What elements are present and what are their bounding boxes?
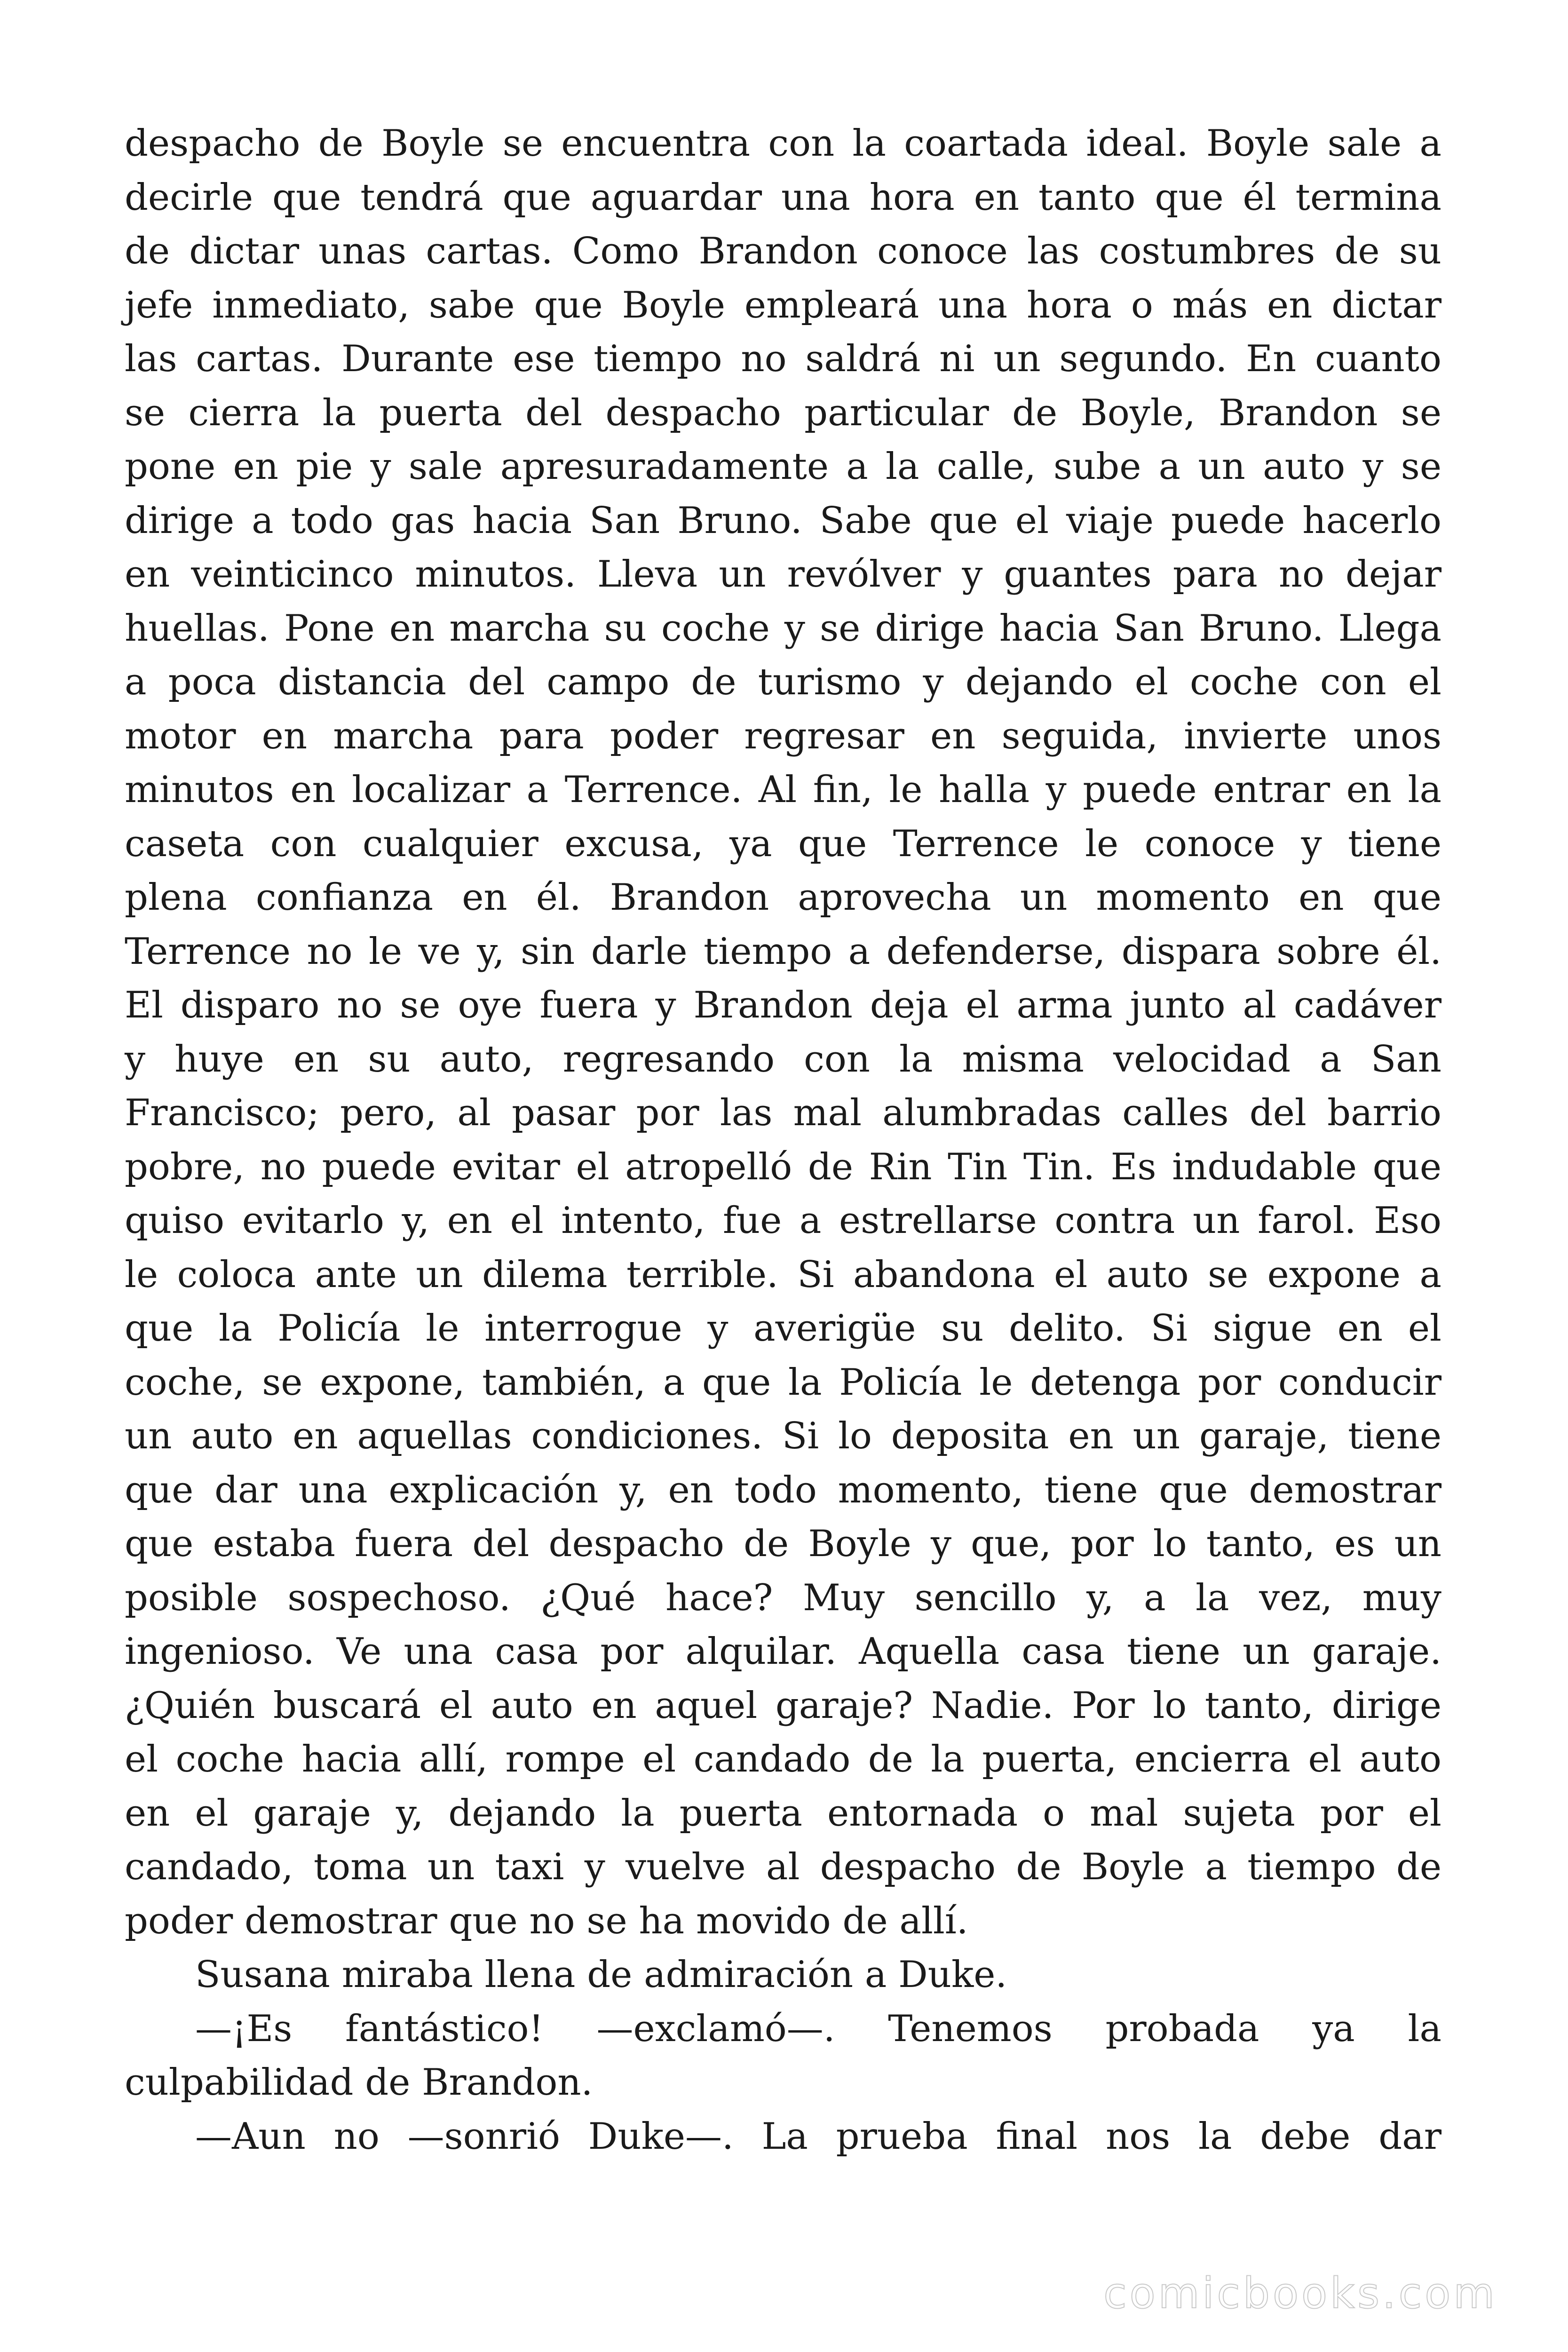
- text-line: que dar una explicación y, en todo momento, tiene que demostrar: [125, 1469, 1441, 1511]
- text-line: que estaba fuera del despacho de Boyle y que, por lo tanto, es un: [125, 1523, 1441, 1565]
- text-line: plena confianza en él. Brandon aprovecha un momento en que: [125, 876, 1441, 919]
- text-line: coche, se expone, también, a que la Policía le detenga por conducir: [125, 1361, 1441, 1404]
- text-line: El disparo no se oye fuera y Brandon deja el arma junto al cadáver: [125, 984, 1441, 1026]
- watermark-logo: comicbooks.com: [1103, 2269, 1497, 2318]
- text-line: Susana miraba llena de admiración a Duke.: [195, 1954, 1007, 1996]
- text-line: minutos en localizar a Terrence. Al fin, le halla y puede entrar en la: [125, 769, 1441, 811]
- text-line: le coloca ante un dilema terrible. Si abandona el auto se expone a: [125, 1253, 1441, 1296]
- text-line: pobre, no puede evitar el atropelló de Rin Tin Tin. Es indudable que: [125, 1145, 1441, 1188]
- text-line: se cierra la puerta del despacho particular de Boyle, Brandon se: [125, 391, 1441, 434]
- text-line: y huye en su auto, regresando con la misma velocidad a San: [125, 1038, 1441, 1081]
- text-line: —¡Es fantástico! —exclamó—. Tenemos probada ya la: [195, 2007, 1441, 2050]
- text-line: despacho de Boyle se encuentra con la coartada ideal. Boyle sale a: [125, 122, 1441, 165]
- text-line: motor en marcha para poder regresar en seguida, invierte unos: [125, 715, 1441, 757]
- text-line: Francisco; pero, al pasar por las mal alumbradas calles del barrio: [125, 1092, 1441, 1134]
- text-line: ¿Quién buscará el auto en aquel garaje? Nadie. Por lo tanto, dirige: [125, 1684, 1441, 1727]
- text-line: que la Policía le interrogue y averigüe su delito. Si sigue en el: [125, 1307, 1441, 1350]
- text-line: a poca distancia del campo de turismo y dejando el coche con el: [125, 661, 1441, 703]
- text-line: el coche hacia allí, rompe el candado de la puerta, encierra el auto: [125, 1738, 1441, 1780]
- page-body: [125, 117, 1441, 2163]
- text-line: un auto en aquellas condiciones. Si lo deposita en un garaje, tiene: [125, 1415, 1441, 1457]
- text-line: —Aun no —sonrió Duke—. La prueba final nos la debe dar: [195, 2115, 1441, 2158]
- text-line: las cartas. Durante ese tiempo no saldrá ni un segundo. En cuanto: [125, 338, 1441, 380]
- text-line: Terrence no le ve y, sin darle tiempo a defenderse, dispara sobre él.: [125, 930, 1441, 973]
- text-line: decirle que tendrá que aguardar una hora en tanto que él termina: [125, 176, 1441, 219]
- text-line: culpabilidad de Brandon.: [125, 2061, 593, 2104]
- text-line: poder demostrar que no se ha movido de allí.: [125, 1899, 968, 1942]
- text-line: en veinticinco minutos. Lleva un revólver y guantes para no dejar: [125, 553, 1441, 596]
- text-line: posible sospechoso. ¿Qué hace? Muy sencillo y, a la vez, muy: [125, 1576, 1441, 1619]
- text-line: pone en pie y sale apresuradamente a la calle, sube a un auto y se: [125, 445, 1441, 488]
- text-line: caseta con cualquier excusa, ya que Terrence le conoce y tiene: [125, 822, 1441, 865]
- text-line: ingenioso. Ve una casa por alquilar. Aquella casa tiene un garaje.: [125, 1630, 1441, 1673]
- text-line: huellas. Pone en marcha su coche y se dirige hacia San Bruno. Llega: [125, 607, 1441, 650]
- text-line: quiso evitarlo y, en el intento, fue a estrellarse contra un farol. Eso: [125, 1200, 1441, 1242]
- text-line: dirige a todo gas hacia San Bruno. Sabe que el viaje puede hacerlo: [125, 499, 1441, 542]
- text-line: en el garaje y, dejando la puerta entornada o mal sujeta por el: [125, 1792, 1441, 1835]
- text-line: de dictar unas cartas. Como Brandon conoce las costumbres de su: [125, 230, 1441, 272]
- text-line: jefe inmediato, sabe que Boyle empleará una hora o más en dictar: [125, 284, 1441, 326]
- text-line: candado, toma un taxi y vuelve al despacho de Boyle a tiempo de: [125, 1846, 1441, 1888]
